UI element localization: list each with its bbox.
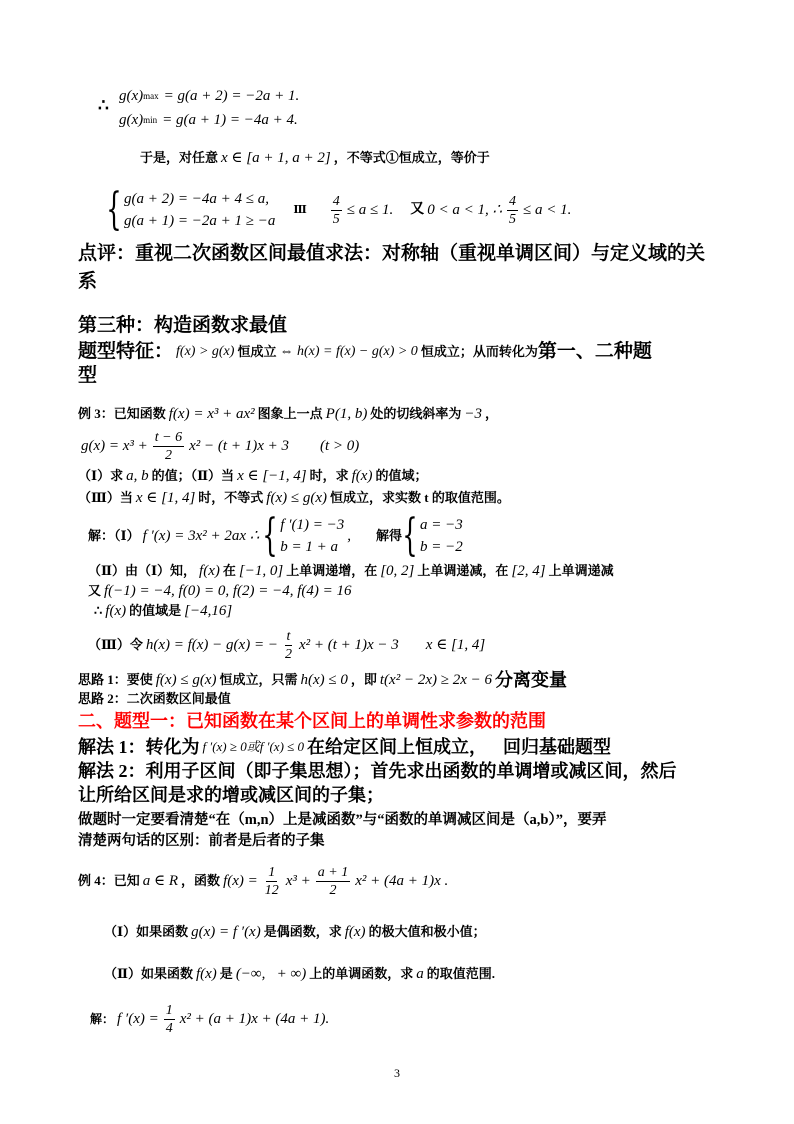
ex4-sol-fraction <box>164 1002 175 1037</box>
system-row-2: g(a + 1) = −2a + 1 ≥ −a <box>124 213 276 229</box>
ex4-math-3: x³ + <box>285 873 311 889</box>
min-rhs: = g(a + 1) = −4a + 4. <box>162 112 298 128</box>
ex4-text-1: 例 4：已知 <box>78 873 140 888</box>
method1-math: f ′(x) ≥ 0或f ′(x) ≤ 0 <box>202 739 305 754</box>
feature-text-2: 恒成立；从而转化为 <box>420 344 538 359</box>
ex3-label: 例 3：已知函数 <box>78 406 166 421</box>
q3-math-1: x ∈ [1, 4] <box>135 490 196 506</box>
q3-text-3: 恒成立，求实数 t 的取值范围。 <box>330 490 510 505</box>
p2-math-2: [−1, 0] <box>238 563 284 579</box>
ex4-q1-math-2: f(x) <box>344 924 366 940</box>
frac-num: a + 1 <box>317 864 349 880</box>
example4-question-1 <box>104 922 486 942</box>
min-lhs: g(x) <box>119 112 144 128</box>
sol-math-1: f ′(x) = 3x² + 2ax ∴ <box>142 528 260 544</box>
example4-intro <box>78 862 451 900</box>
frac-den: 2 <box>329 882 337 898</box>
p2b-text-1: 又 <box>88 583 102 598</box>
p3-math-3: x ∈ [1, 4] <box>425 637 486 653</box>
system-rows <box>420 514 463 558</box>
page-number: 3 <box>394 1066 400 1080</box>
system-mark: Ⅲ <box>293 204 307 216</box>
p2-math-4: [2, 4] <box>511 563 546 579</box>
therefore-symbol: ∴ <box>98 96 109 115</box>
q1-text-3: 时，求 <box>309 468 349 483</box>
idea1-text-1: 思路 1：要使 <box>78 672 153 687</box>
ex4-q1-math-1: g(x) = f ′(x) <box>191 924 261 940</box>
ex4-q2-text-4: 的取值范围. <box>426 966 495 981</box>
ex4-q2-math-2: (−∞, + ∞) <box>235 966 307 982</box>
section3-feature-line <box>78 342 652 362</box>
frac-num: 4 <box>332 193 340 209</box>
range-math-2: 0 < a < 1, ∴ <box>427 202 503 218</box>
frac-den: 4 <box>165 1020 173 1036</box>
idea1-text-4: 分离变量 <box>495 670 567 690</box>
max-value-line <box>116 86 302 106</box>
frac-num: 1 <box>268 864 276 880</box>
idea1-text-3: ，即 <box>350 672 377 687</box>
sol-label: 解：（Ⅰ） <box>88 528 140 543</box>
feature-label: 题型特征： <box>78 341 174 362</box>
frac-num: 4 <box>509 193 517 209</box>
ex4-q2-math-3: a <box>416 966 424 982</box>
p3-fraction <box>283 628 294 663</box>
max-sub: max <box>143 91 159 101</box>
q1-text-1: （Ⅰ）求 <box>78 468 124 483</box>
equiv-math-1: x ∈ [a + 1, a + 2] <box>221 150 331 166</box>
note-line-2: 清楚两句话的区别：前者是后者的子集 <box>78 833 325 849</box>
max-lhs: g(x) <box>119 88 144 104</box>
example3-question-1-2 <box>78 466 427 486</box>
example4-solution <box>90 1000 332 1038</box>
feature-math-1: f(x) > g(x) <box>176 344 235 359</box>
section2-title: 二、题型一：已知函数在某个区间上的单调性求参数的范围 <box>78 711 546 731</box>
frac-den: 2 <box>284 646 292 662</box>
section3-title: 第三种：构造函数求最值 <box>78 315 288 336</box>
min-value-line <box>116 110 301 130</box>
ex3-text-2: 图象上一点 <box>257 406 323 421</box>
p2c-text-1: ∴ <box>94 603 103 618</box>
p2c-math-2: [−4,16] <box>184 603 233 619</box>
q1-math-1: a, b <box>126 468 149 484</box>
example3-question-3 <box>78 488 510 508</box>
example4-question-2 <box>104 964 495 984</box>
ex4-sol-math-2: x² + (a + 1)x + (4a + 1). <box>179 1011 330 1027</box>
example3-part-2 <box>88 561 614 581</box>
system-row-1: f ′(1) = −3 <box>280 517 345 533</box>
p2-math-3: [0, 2] <box>380 563 415 579</box>
brace-symbol: { <box>262 510 278 561</box>
ex4-math-4: x² + (4a + 1)x . <box>355 873 449 889</box>
system-rows <box>124 188 275 232</box>
brace-symbol: { <box>402 510 418 561</box>
ex4-math-2: f(x) = <box>223 873 258 889</box>
p2-text-1: （Ⅱ）由（Ⅰ）知， <box>88 563 197 578</box>
q1-math-3: f(x) <box>351 468 373 484</box>
p3-math-2: x² + (t + 1)x − 3 <box>298 637 399 653</box>
ex4-q1-text-3: 的极大值和极小值； <box>368 924 486 939</box>
system-braced <box>106 184 276 235</box>
frac-den: 12 <box>264 882 279 898</box>
idea1-math-3: t(x² − 2x) ≥ 2x − 6 <box>379 672 492 688</box>
ex4-sol-math-1: f ′(x) = <box>117 1011 159 1027</box>
sol-text-2: 解得 <box>375 528 402 543</box>
ex4-q2-math-1: f(x) <box>195 966 217 982</box>
method-1-line <box>78 737 611 757</box>
inequality-system <box>106 184 574 235</box>
brace-symbol: { <box>106 184 122 235</box>
frac-den: 2 <box>164 447 172 463</box>
ex4-q2-text-2: 是 <box>219 966 233 981</box>
p2b-math-1: f(−1) = −4, f(0) = 0, f(2) = −4, f(4) = 16 <box>104 583 352 599</box>
system-row-2: b = −2 <box>420 539 463 555</box>
system-row-2: b = 1 + a <box>280 539 339 555</box>
equivalence-line <box>140 148 490 168</box>
example3-intro <box>78 404 498 424</box>
system-rows <box>280 514 344 558</box>
feature-text-1: 恒成立 <box>237 344 277 359</box>
p3-text-1: （Ⅲ）令 <box>88 637 143 652</box>
note-line-1: 做题时一定要看清楚“在（m,n）上是减函数”与“函数的单调减区间是（a,b）”，要弄 <box>78 812 607 828</box>
g-math-3: (t > 0) <box>319 438 360 454</box>
system-row-1: a = −3 <box>420 517 463 533</box>
also-text: 又 <box>410 202 425 217</box>
method1-label: 解法 1：转化为 <box>78 737 200 757</box>
ex4-math-1: a ∈ R <box>142 873 179 889</box>
q3-math-2: f(x) ≤ g(x) <box>266 490 327 506</box>
p3-math-1: h(x) = f(x) − g(x) = − <box>145 637 278 653</box>
equiv-text-1: 于是，对任意 <box>140 150 219 165</box>
p2-text-3: 上单调递增，在 <box>286 563 378 578</box>
idea1-math-2: h(x) ≤ 0 <box>300 672 348 688</box>
equiv-text-2: ，不等式①恒成立，等价于 <box>333 150 490 165</box>
sol-system-1 <box>262 510 345 561</box>
p2c-math-1: f(x) <box>105 603 127 619</box>
g-math-2: x² − (t + 1)x + 3 <box>189 438 289 454</box>
frac-num: t − 6 <box>154 429 183 445</box>
max-rhs: = g(a + 2) = −2a + 1. <box>163 88 300 104</box>
ex4-fraction-1 <box>263 864 281 899</box>
p2-math-1: f(x) <box>199 563 220 579</box>
sol-system-2 <box>402 510 463 561</box>
p2-text-2: 在 <box>222 563 236 578</box>
p2-text-4: 上单调递减，在 <box>417 563 509 578</box>
idea1-math-1: f(x) ≤ g(x) <box>155 672 217 688</box>
g-fraction <box>153 429 184 464</box>
p2c-text-2: 的值域是 <box>129 603 182 618</box>
ex4-q2-text-1: （Ⅱ）如果函数 <box>104 966 193 981</box>
example3-solution-1 <box>88 510 463 561</box>
q3-text-2: 时，不等式 <box>198 490 264 505</box>
example3-g-def <box>78 428 362 464</box>
q1-text-2: 的值；（Ⅱ）当 <box>151 468 235 483</box>
p2-text-5: 上单调递减 <box>548 563 614 578</box>
example3-part-2b <box>88 581 355 601</box>
range-math-1: ≤ a ≤ 1. <box>346 202 394 218</box>
method-2-line-2: 让所给区间是求的增或减区间的子集； <box>78 785 384 805</box>
feature-text-3: 第一、二种题 <box>537 341 652 362</box>
min-sub: min <box>143 115 158 125</box>
frac-den: 5 <box>509 211 517 227</box>
method1-text-2: 在给定区间上恒成立， <box>307 737 488 757</box>
frac-den: 5 <box>332 211 340 227</box>
idea-2-line: 思路 2：二次函数区间最值 <box>78 691 231 706</box>
ex4-q1-text-1: （Ⅰ）如果函数 <box>104 924 189 939</box>
ex3-text-3: 处的切线斜率为 <box>370 406 462 421</box>
q1-text-4: 的值域； <box>375 468 428 483</box>
comment-line-1: 点评：重视二次函数区间最值求法：对称轴（重视单调区间）与定义域的关 <box>78 243 706 264</box>
sol-comma: , <box>347 528 351 544</box>
ex4-text-2: ，函数 <box>181 873 221 888</box>
example3-part-2c <box>94 601 235 621</box>
example3-part-3 <box>88 627 488 663</box>
fraction-4-5-b <box>507 193 518 228</box>
comment-line-2: 系 <box>78 271 98 292</box>
ex4-q2-text-3: 上的单调函数，求 <box>309 966 414 981</box>
ex3-math-slope: −3 <box>464 406 482 422</box>
q3-text-1: （Ⅲ）当 <box>78 490 133 505</box>
ex4-q1-text-2: 是偶函数，求 <box>263 924 342 939</box>
ex4-sol-label: 解： <box>90 1012 115 1026</box>
feature-text-4: 型 <box>78 365 98 386</box>
ex4-fraction-2 <box>316 864 350 899</box>
frac-num: 1 <box>165 1002 173 1018</box>
range-math-3: ≤ a < 1. <box>523 202 572 218</box>
system-row-1: g(a + 2) = −4a + 4 ≤ a, <box>124 191 269 207</box>
ex3-text-4: ， <box>484 406 498 421</box>
ex3-math-p: P(1, b) <box>325 406 368 422</box>
idea1-text-2: 恒成立，只需 <box>219 672 298 687</box>
feature-math-2: ⇔ h(x) = f(x) − g(x) > 0 <box>279 344 418 359</box>
ex3-math-f: f(x) = x³ + ax² <box>168 406 255 422</box>
method-2-line-1: 解法 2：利用子区间（即子集思想）；首先求出函数的单调增或减区间，然后 <box>78 761 677 781</box>
fraction-4-5-a <box>331 193 342 228</box>
frac-num: t <box>286 628 291 644</box>
method1-text-3: 回归基础题型 <box>503 737 612 757</box>
q1-math-2: x ∈ [−1, 4] <box>237 468 307 484</box>
g-math-1: g(x) = x³ + <box>81 438 148 454</box>
idea-1-line <box>78 670 567 690</box>
